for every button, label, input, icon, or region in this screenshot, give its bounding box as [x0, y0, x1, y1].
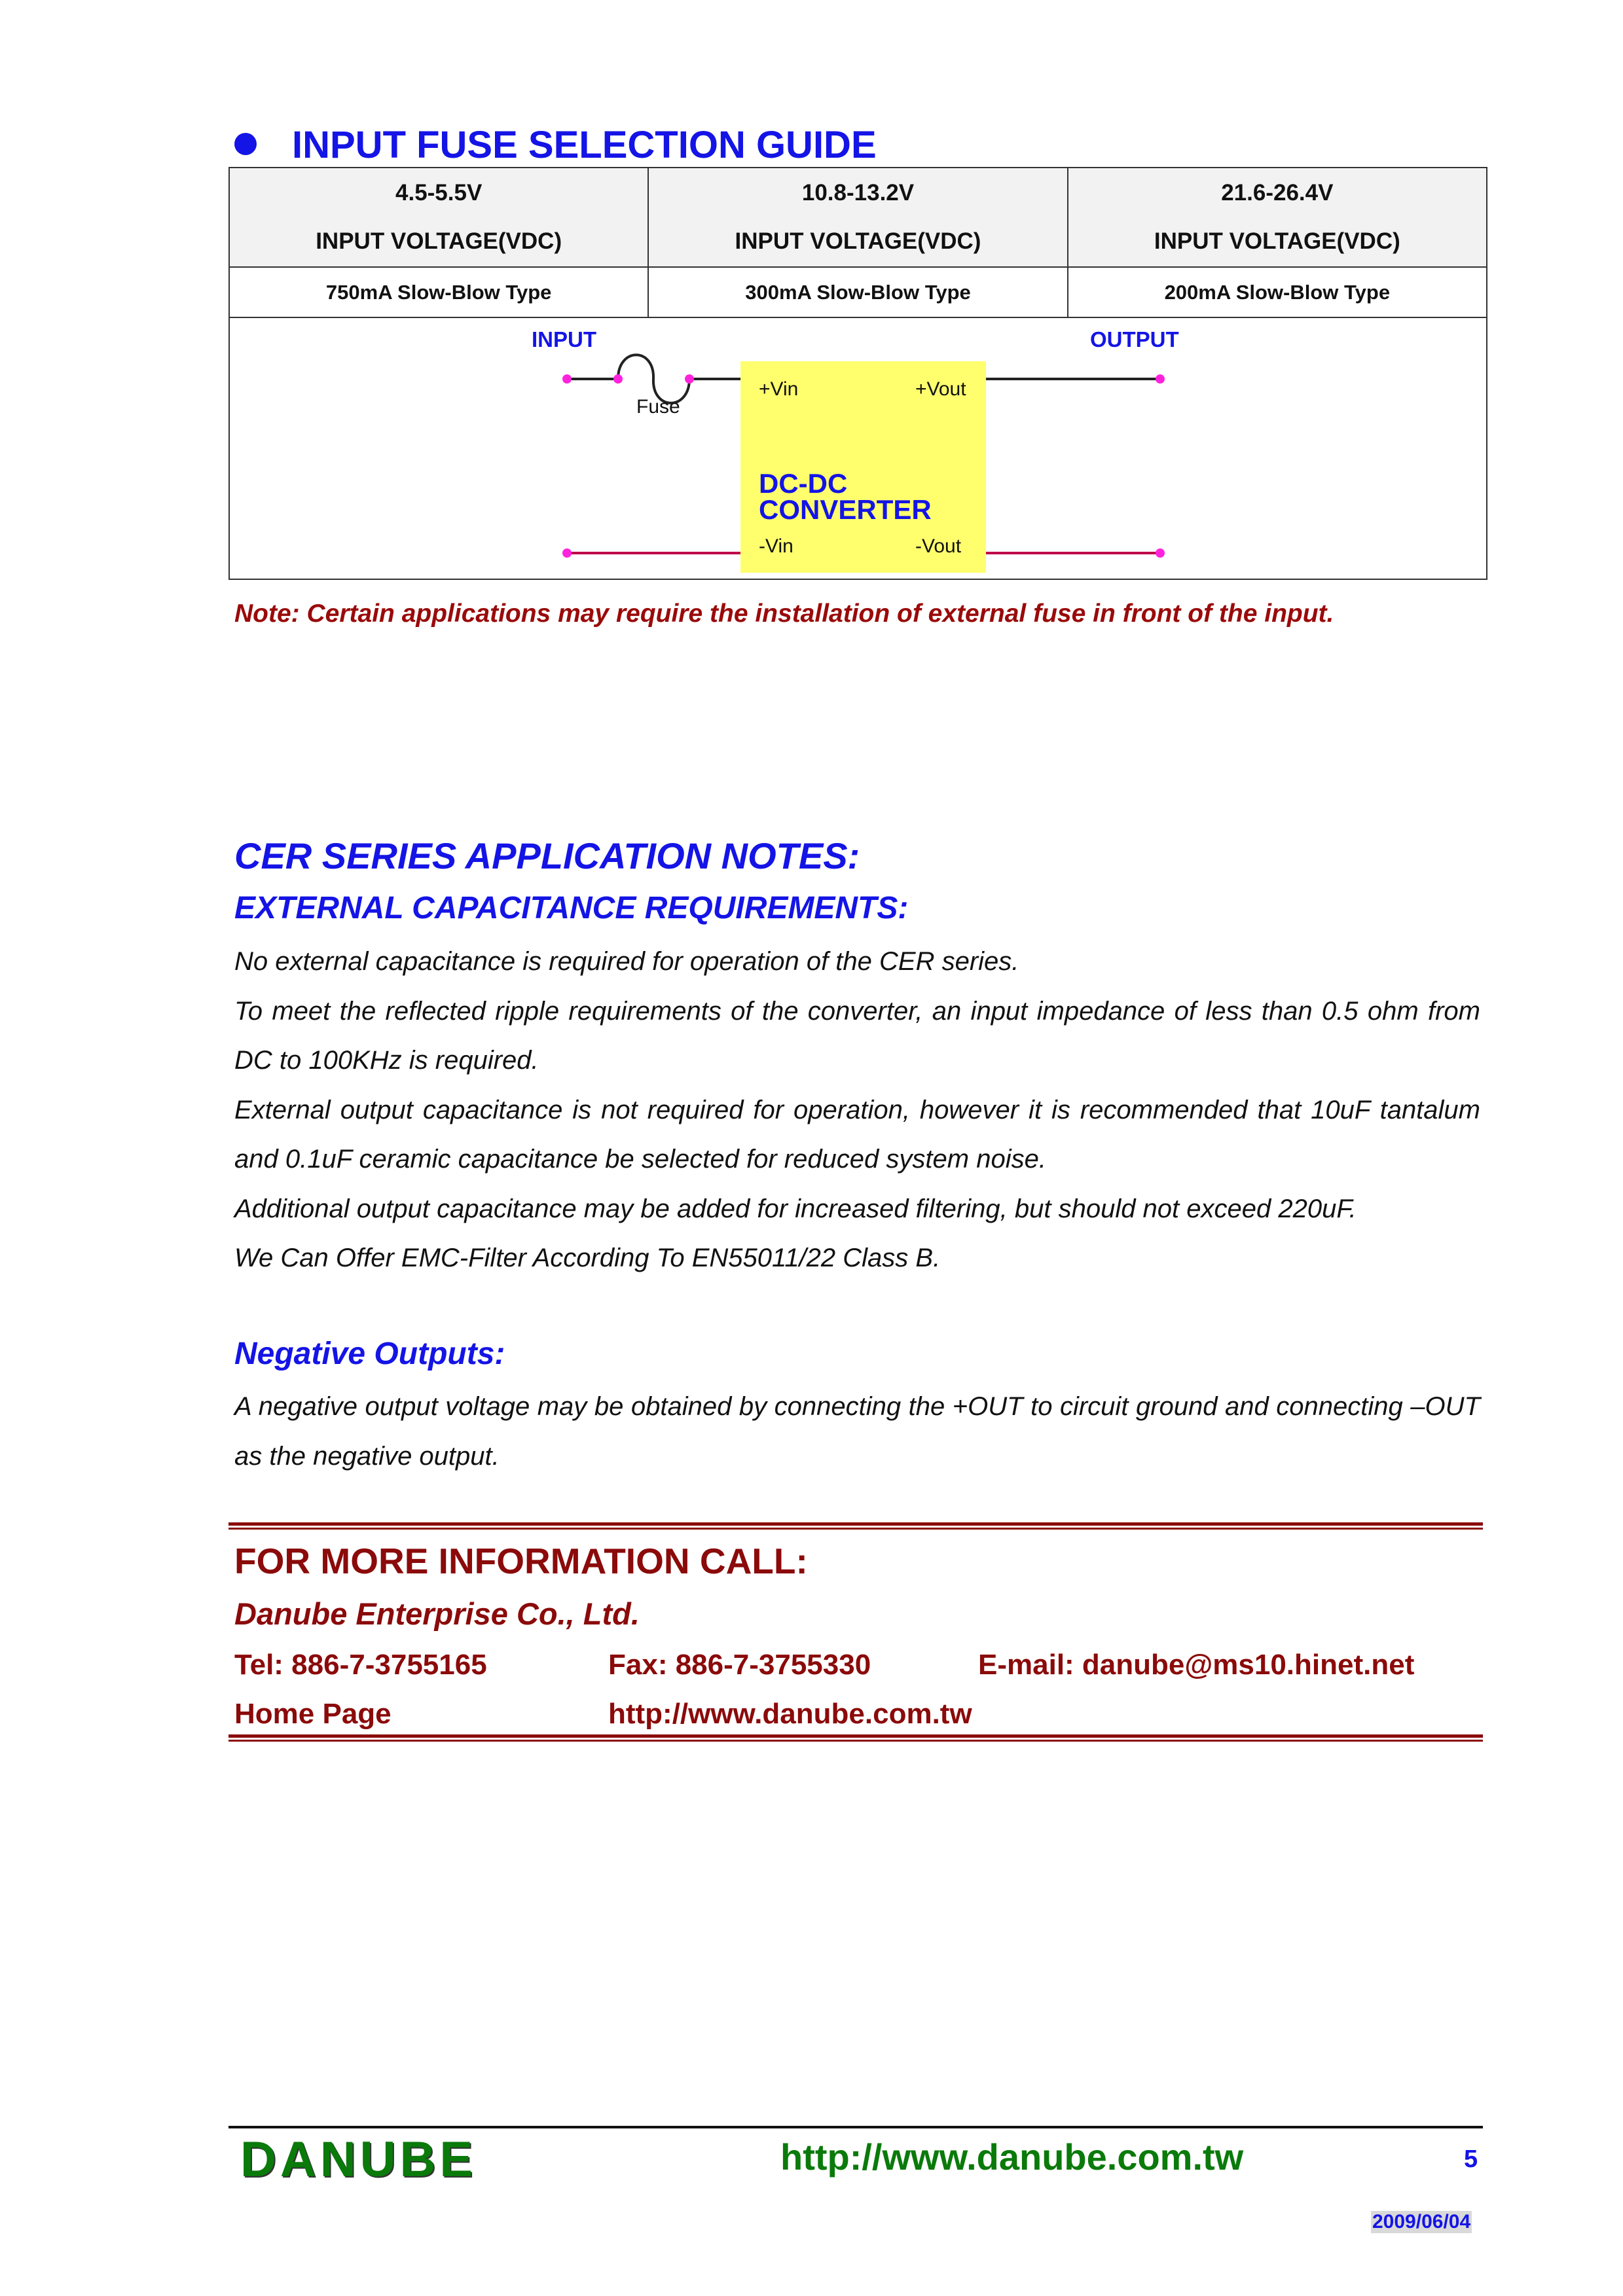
- paragraph: No external capacitance is required for operation of the CER series.: [234, 947, 1019, 976]
- voltage: 4.5-5.5V: [395, 180, 483, 206]
- date: 2009/06/04: [1372, 2211, 1471, 2233]
- vout-pos-label: +Vout: [915, 378, 966, 400]
- converter-label-2: CONVERTER: [759, 494, 932, 525]
- divider: [228, 1522, 1483, 1530]
- contact-heading: FOR MORE INFORMATION CALL:: [234, 1541, 808, 1581]
- vin-neg-label: -Vin: [759, 535, 793, 557]
- voltage-label: INPUT VOLTAGE(VDC): [735, 228, 981, 254]
- page-number: 5: [1464, 2145, 1478, 2173]
- paragraph: Additional output capacitance may be added for increased filtering, but should not exceed 220uF.: [234, 1194, 1357, 1223]
- paragraph: To meet the reflected ripple requirements of the converter, an input impedance of less than 0.5 ohm from DC to 100KHz is required.: [234, 996, 1480, 1075]
- footer-rule: [228, 2126, 1483, 2128]
- email-link[interactable]: E-mail: danube@ms10.hinet.net: [978, 1649, 1415, 1681]
- fuse-type: 750mA Slow-Blow Type: [229, 267, 648, 317]
- capacitance-text: [234, 937, 1480, 1283]
- capacitance-heading: EXTERNAL CAPACITANCE REQUIREMENTS:: [234, 891, 909, 925]
- vin-pos-label: +Vin: [759, 378, 799, 400]
- divider: [228, 1734, 1483, 1742]
- output-label: OUTPUT: [1090, 327, 1179, 351]
- paragraph: We Can Offer EMC-Filter According To EN55011/22 Class B.: [234, 1244, 941, 1272]
- fuse-type: 200mA Slow-Blow Type: [1068, 267, 1487, 317]
- voltage: 21.6-26.4V: [1221, 180, 1334, 206]
- vout-neg-label: -Vout: [915, 535, 962, 557]
- paragraph: A negative output voltage may be obtained by connecting the +OUT to circuit ground and connecting –OUT as the negative output.: [234, 1392, 1480, 1471]
- paragraph: External output capacitance is not required for operation, however it is recommended that 10uF tantalum and 0.1uF ceramic capacitance be selected for reduced system noise.: [234, 1095, 1480, 1174]
- fuse-note: Note: Certain applications may require the installation of external fuse in front of the input.: [234, 600, 1334, 628]
- fuse-type: 300mA Slow-Blow Type: [648, 267, 1067, 317]
- input-label: INPUT: [532, 327, 596, 351]
- negative-heading: Negative Outputs:: [234, 1336, 505, 1371]
- notes-title: CER SERIES APPLICATION NOTES:: [234, 835, 860, 876]
- negative-text: [234, 1382, 1480, 1481]
- section-title: INPUT FUSE SELECTION GUIDE: [292, 124, 877, 166]
- home-page-link[interactable]: http://www.danube.com.tw: [608, 1698, 972, 1730]
- converter-label-1: DC-DC: [759, 468, 848, 499]
- footer-url[interactable]: http://www.danube.com.tw: [780, 2136, 1244, 2178]
- tel: Tel: 886-7-3755165: [234, 1649, 487, 1681]
- fax: Fax: 886-7-3755330: [608, 1649, 871, 1681]
- fuse-label: Fuse: [636, 396, 680, 418]
- voltage-label: INPUT VOLTAGE(VDC): [1154, 228, 1400, 254]
- voltage-label: INPUT VOLTAGE(VDC): [316, 228, 562, 254]
- home-page-label: Home Page: [234, 1698, 392, 1730]
- voltage: 10.8-13.2V: [801, 180, 915, 206]
- company-name: Danube Enterprise Co., Ltd.: [234, 1596, 640, 1631]
- danube-logo: DANUBE: [240, 2132, 477, 2187]
